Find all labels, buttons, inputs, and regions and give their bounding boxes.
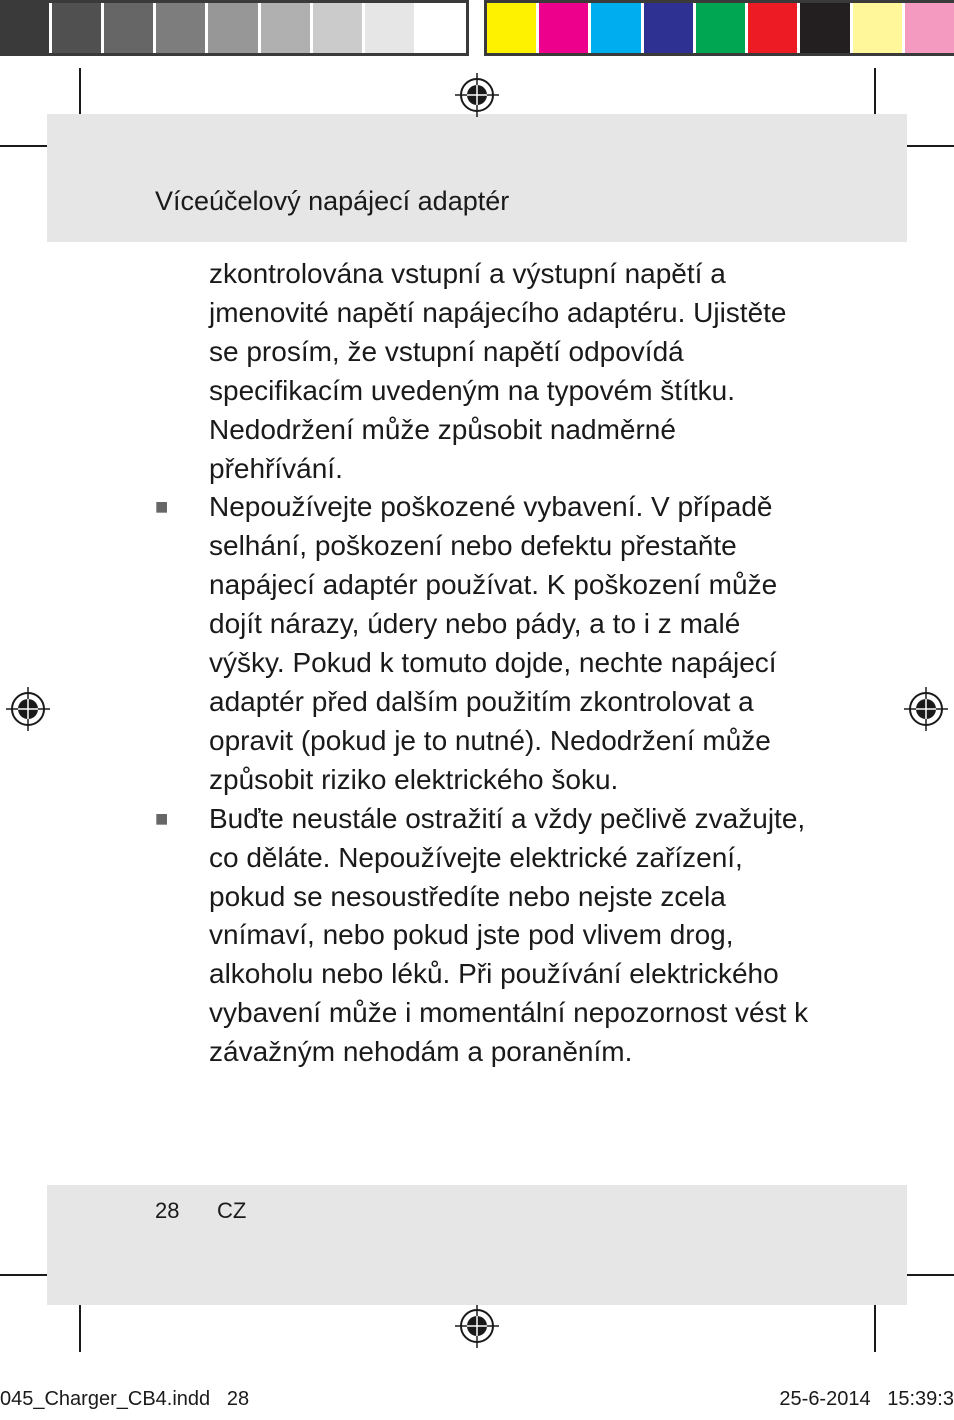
crop-mark-bottom-left-vertical — [79, 1298, 81, 1352]
list-item-text: Buďte neustále ostražití a vždy pečlivě zvažujte, co děláte. Nepoužívejte elektrické zařízení, pokud se nesoustředíte nebo nejste zcela vnímaví, nebo pokud jste pod vlivem drog, alkoholu nebo léků. Při používání elektrického vybavení může i momentální nepozornost vést k závažným nehodám a poraněním. — [209, 802, 809, 1068]
gray-swatch-5 — [261, 3, 313, 53]
grayscale-swatches — [0, 0, 469, 56]
gray-swatch-6 — [313, 3, 365, 53]
process-color-swatch-2 — [591, 3, 643, 53]
list-item — [155, 488, 815, 799]
process-color-swatch-5 — [748, 3, 800, 53]
gray-swatch-3 — [156, 3, 208, 53]
list-item — [155, 800, 815, 1072]
bullet-square-icon: ■ — [155, 494, 169, 520]
process-color-swatch-1 — [539, 3, 591, 53]
gray-swatch-0 — [0, 3, 52, 53]
process-color-swatch-7 — [853, 3, 905, 53]
page-number: 28 — [155, 1198, 180, 1223]
list-item-text: Nepoužívejte poškozené vybavení. V případě selhání, poškození nebo defektu přestaňte napájecí adaptér používat. K poškození může dojít nárazy, údery nebo pády, a to i z malé výšky. Pokud k tomuto dojde, nechte napájecí adaptér před dalším použitím zkontrolovat a opravit (pokud je to nutné). Nedodržení může způsobit riziko elektrického šoku. — [209, 491, 778, 795]
process-color-swatch-6 — [800, 3, 852, 53]
registration-mark-icon — [6, 687, 50, 731]
header-band — [47, 114, 907, 242]
slug-datetime: 25-6-2014 15:39:3 — [779, 1388, 954, 1410]
slug-file-info: 045_Charger_CB4.indd 28 — [0, 1388, 250, 1410]
gray-swatch-2 — [104, 3, 156, 53]
process-color-swatch-0 — [487, 3, 539, 53]
gray-swatch-1 — [52, 3, 104, 53]
body-text — [155, 255, 815, 1072]
gray-swatch-8 — [417, 3, 466, 53]
process-color-swatch-4 — [696, 3, 748, 53]
continued-paragraph: zkontrolována vstupní a výstupní napětí a jmenovité napětí napájecího adaptéru. Ujistěte se prosím, že vstupní napětí odpovídá specifikacím uvedeným na typovém štítku. Nedodržení může způsobit nadměrné přehřívání. — [209, 258, 787, 484]
color-control-bar — [0, 0, 954, 58]
registration-mark-icon — [455, 1304, 499, 1348]
gray-swatch-4 — [208, 3, 260, 53]
gray-swatch-7 — [365, 3, 417, 53]
process-color-swatches — [484, 0, 954, 56]
registration-mark-icon — [455, 73, 499, 117]
process-color-swatch-3 — [644, 3, 696, 53]
registration-mark-icon — [904, 687, 948, 731]
page-title: Víceúčelový napájecí adaptér — [155, 186, 510, 216]
process-color-swatch-8 — [905, 3, 954, 53]
bullet-square-icon: ■ — [155, 805, 169, 831]
crop-mark-bottom-right-vertical — [874, 1298, 876, 1352]
language-code: CZ — [217, 1198, 247, 1223]
